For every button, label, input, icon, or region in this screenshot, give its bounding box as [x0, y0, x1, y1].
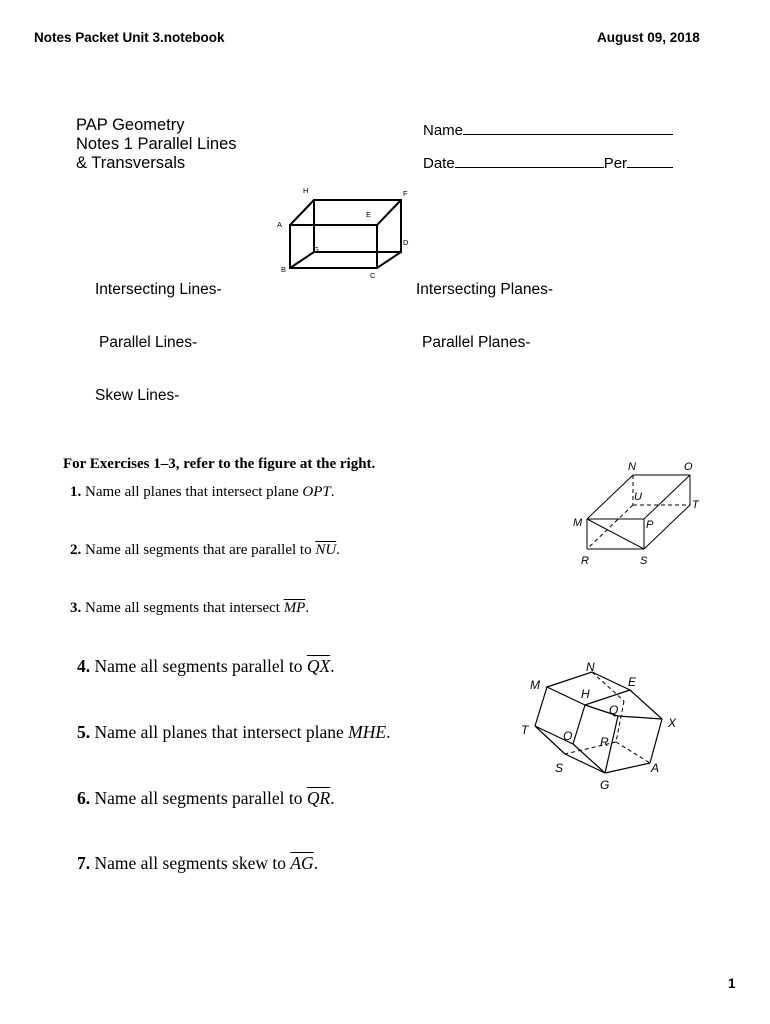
exercise-1	[70, 484, 335, 501]
fig1-label-e: E	[366, 210, 372, 219]
fig2-label-s: S	[640, 555, 648, 567]
exercise-number: 3.	[70, 600, 82, 616]
exercise-text: Name all segments parallel to	[94, 788, 307, 808]
fig1-label-h: H	[303, 186, 309, 195]
exercise-text: Name all planes that intersect plane	[94, 722, 349, 742]
fig3-label-x: X	[668, 716, 677, 730]
term-intersecting-lines: Intersecting Lines-	[95, 281, 222, 298]
fig3-label-h: H	[581, 687, 590, 701]
exercise-text: Name all segments that are parallel to	[85, 542, 316, 558]
fig3-label-g: G	[600, 778, 610, 792]
term-parallel-lines: Parallel Lines-	[99, 334, 198, 351]
exercise-end: .	[386, 722, 391, 742]
exercise-end: .	[330, 656, 335, 676]
exercise-ref: MHE	[348, 722, 387, 742]
notebook-date: August 09, 2018	[597, 30, 700, 45]
exercise-ref: OPT	[302, 484, 331, 500]
exercise-end: .	[330, 484, 335, 500]
exercise-number: 7.	[77, 853, 91, 873]
exercise-ref: $\overline{QR}$	[306, 788, 331, 808]
fig3-label-a: A	[651, 761, 660, 775]
fig2-label-m: M	[573, 517, 583, 529]
fig1-label-c: C	[370, 271, 376, 280]
exercise-ref: $\overline{QX}$	[306, 656, 331, 676]
exercise-5	[77, 722, 390, 743]
page-title-line2: Notes 1 Parallel Lines	[76, 135, 237, 153]
fig2-label-n: N	[628, 461, 636, 473]
page-number: 1	[728, 976, 736, 991]
fig1-label-g: G	[313, 245, 319, 254]
exercise-number: 6.	[77, 788, 91, 808]
exercise-4	[77, 656, 335, 677]
exercises-intro: For Exercises 1–3, refer to the figure at the right.	[63, 456, 376, 472]
exercise-3	[70, 600, 309, 617]
term-parallel-planes: Parallel Planes-	[422, 334, 531, 351]
term-intersecting-planes: Intersecting Planes-	[416, 281, 553, 298]
fig3-label-e: E	[628, 675, 637, 689]
fig3-label-s: S	[555, 761, 564, 775]
per-blank	[627, 153, 673, 168]
name-label: Name	[423, 122, 464, 139]
name-field	[423, 120, 673, 139]
fig3-label-m: M	[530, 678, 540, 692]
date-label: Date	[423, 155, 455, 172]
fig3-label-o: O	[563, 729, 573, 743]
exercise-text: Name all planes that intersect plane	[85, 484, 303, 500]
page-title-line3: & Transversals	[76, 154, 186, 172]
fig3-label-r: R	[600, 735, 609, 749]
name-blank	[463, 120, 673, 135]
per-label: Per	[603, 155, 628, 172]
fig1-label-d: D	[403, 238, 409, 247]
exercise-number: 1.	[70, 484, 82, 500]
fig1-label-b: B	[281, 265, 287, 274]
prism-figure-1	[270, 182, 420, 282]
notebook-title: Notes Packet Unit 3.notebook	[34, 30, 225, 45]
exercise-number: 4.	[77, 656, 91, 676]
exercise-end: .	[330, 788, 335, 808]
fig2-label-u: U	[634, 491, 642, 503]
exercise-ref: $\overline{MP}$	[283, 600, 306, 616]
fig3-label-n: N	[586, 660, 595, 674]
date-blank	[455, 153, 604, 168]
exercise-number: 5.	[77, 722, 91, 742]
exercise-2	[70, 542, 340, 559]
exercise-text: Name all segments skew to	[94, 853, 291, 873]
page-title-line1: PAP Geometry	[76, 116, 185, 134]
exercise-ref: $\overline{NU}$	[315, 542, 337, 558]
fig1-label-a: A	[277, 220, 283, 229]
exercise-text: Name all segments that intersect	[85, 600, 284, 616]
date-field	[423, 153, 673, 172]
solid-figure-3	[512, 656, 687, 794]
prism-figure-2	[565, 458, 710, 570]
fig1-label-f: F	[403, 189, 408, 198]
exercise-ref: $\overline{AG}$	[290, 853, 314, 873]
exercise-text: Name all segments parallel to	[94, 656, 307, 676]
fig2-label-o: O	[684, 461, 693, 473]
exercise-number: 2.	[70, 542, 82, 558]
exercise-7	[77, 853, 318, 874]
fig3-label-q: Q	[609, 703, 619, 717]
fig3-label-t: T	[521, 723, 529, 737]
fig2-label-r: R	[581, 555, 589, 567]
fig2-label-t: T	[692, 499, 699, 511]
exercise-end: .	[313, 853, 319, 873]
exercise-end: .	[305, 600, 310, 616]
exercise-6	[77, 788, 335, 809]
fig2-label-p: P	[646, 519, 654, 531]
exercise-end: .	[336, 542, 340, 558]
term-skew-lines: Skew Lines-	[95, 387, 180, 404]
